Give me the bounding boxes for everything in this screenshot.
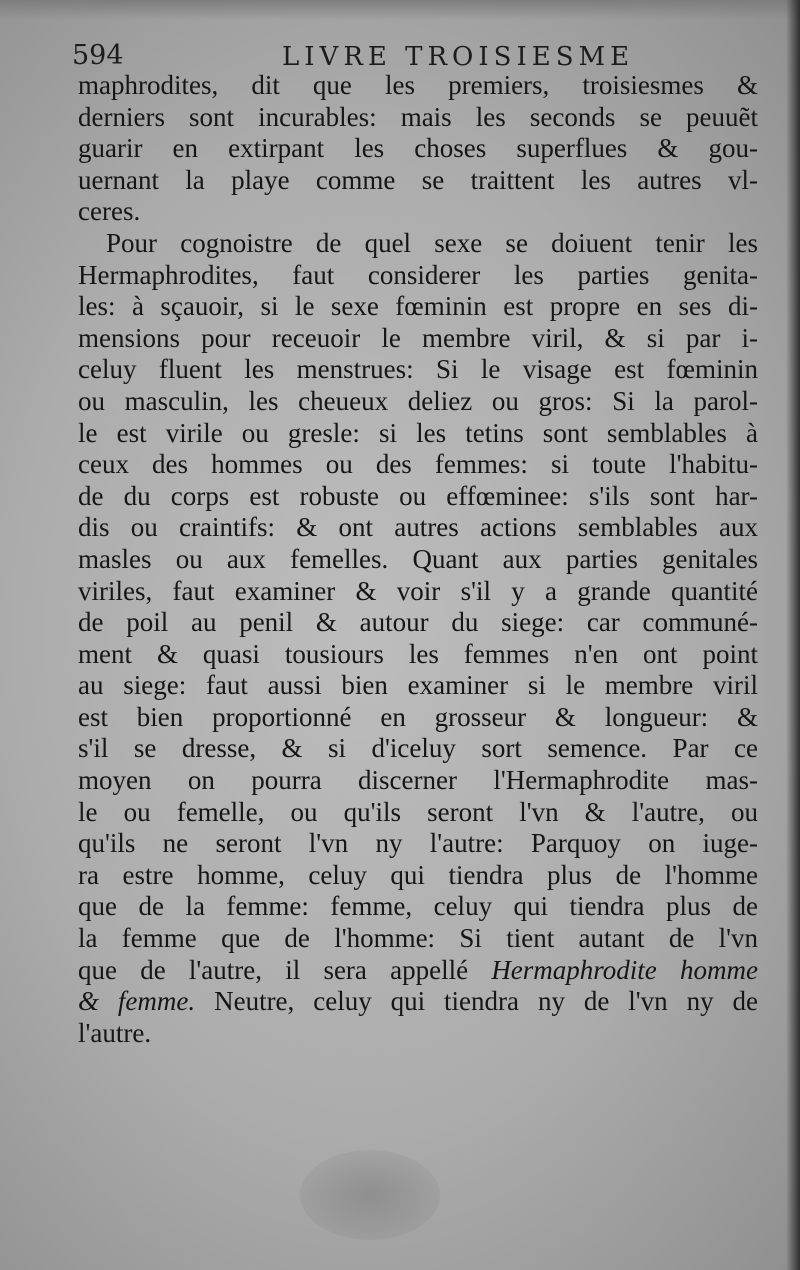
text-line: ceux des hommes ou des femmes: si toute l'habitu- [78, 449, 758, 480]
page-number: 594 [72, 40, 124, 71]
text-line-roman: que de l'autre, il sera appellé [78, 954, 492, 985]
text-line: uernant la playe comme se traittent les autres vl- [78, 164, 758, 195]
text-line: la femme que de l'homme: Si tient autant de l'vn [78, 923, 758, 954]
text-line: masles ou aux femelles. Quant aux parties genitales [78, 543, 758, 574]
italic-term: & femme. [78, 986, 196, 1017]
text-line: ceres. [78, 196, 141, 227]
text-line: ra estre homme, celuy qui tiendra plus de l'homme [78, 859, 758, 890]
text-line: celuy fluent les menstrues: Si le visage est fœminin [78, 354, 758, 385]
text-line: de poil au penil & autour du siege: car communé- [78, 607, 758, 638]
text-line-roman: Neutre, celuy qui tiendra ny de l'vn ny de [195, 986, 758, 1017]
text-line: qu'ils ne seront l'vn ny l'autre: Parquoy on iuge- [78, 828, 758, 859]
text-line: s'il se dresse, & si d'iceluy sort semence. Par ce [78, 733, 758, 764]
italic-term: Hermaphrodite homme [491, 954, 758, 985]
text-line [78, 986, 758, 1018]
text-line: dis ou craintifs: & ont autres actions semblables aux [78, 512, 758, 543]
text-line [78, 955, 758, 987]
text-line: guarir en extirpant les choses superflues & gou- [78, 133, 758, 164]
text-line: l'autre. [78, 1017, 152, 1048]
text-line: est bien proportionné en grosseur & longueur: & [78, 701, 758, 732]
text-line: que de la femme: femme, celuy qui tiendra plus de [78, 891, 758, 922]
page-top-shadow [0, 0, 800, 20]
text-line: ou masculin, les cheueux deliez ou gros: Si la parol- [78, 385, 758, 416]
text-line: le est virile ou gresle: si les tetins sont semblables à [78, 417, 758, 448]
ink-smudge [300, 1150, 440, 1240]
text-line: au siege: faut aussi bien examiner si le membre viril [78, 670, 758, 701]
text-line: de du corps est robuste ou effœminee: s'ils sont har- [78, 480, 758, 511]
text-line: ment & quasi tousiours les femmes n'en ont point [78, 638, 758, 669]
page-gutter-shadow [786, 0, 800, 1270]
text-line: les: à sçauoir, si le sexe fœminin est propre en ses di- [78, 291, 758, 322]
text-line: moyen on pourra discerner l'Hermaphrodite mas- [78, 765, 758, 796]
text-line: derniers sont incurables: mais les seconds se peuuẽt [78, 101, 758, 132]
text-line: maphrodites, dit que les premiers, troisiesmes & [78, 70, 758, 100]
text-line: viriles, faut examiner & voir s'il y a grande quantité [78, 575, 758, 606]
text-line: Hermaphrodites, faut considerer les parties genita- [78, 259, 758, 290]
running-head: LIVRE TROISIESME [282, 42, 635, 72]
body-text [78, 70, 758, 1049]
text-line: mensions pour receuoir le membre viril, & si par i- [78, 322, 758, 353]
text-line: le ou femelle, ou qu'ils seront l'vn & l'autre, ou [78, 796, 758, 827]
paragraph-start-line: Pour cognoistre de quel sexe se doiuent tenir les [106, 227, 758, 258]
